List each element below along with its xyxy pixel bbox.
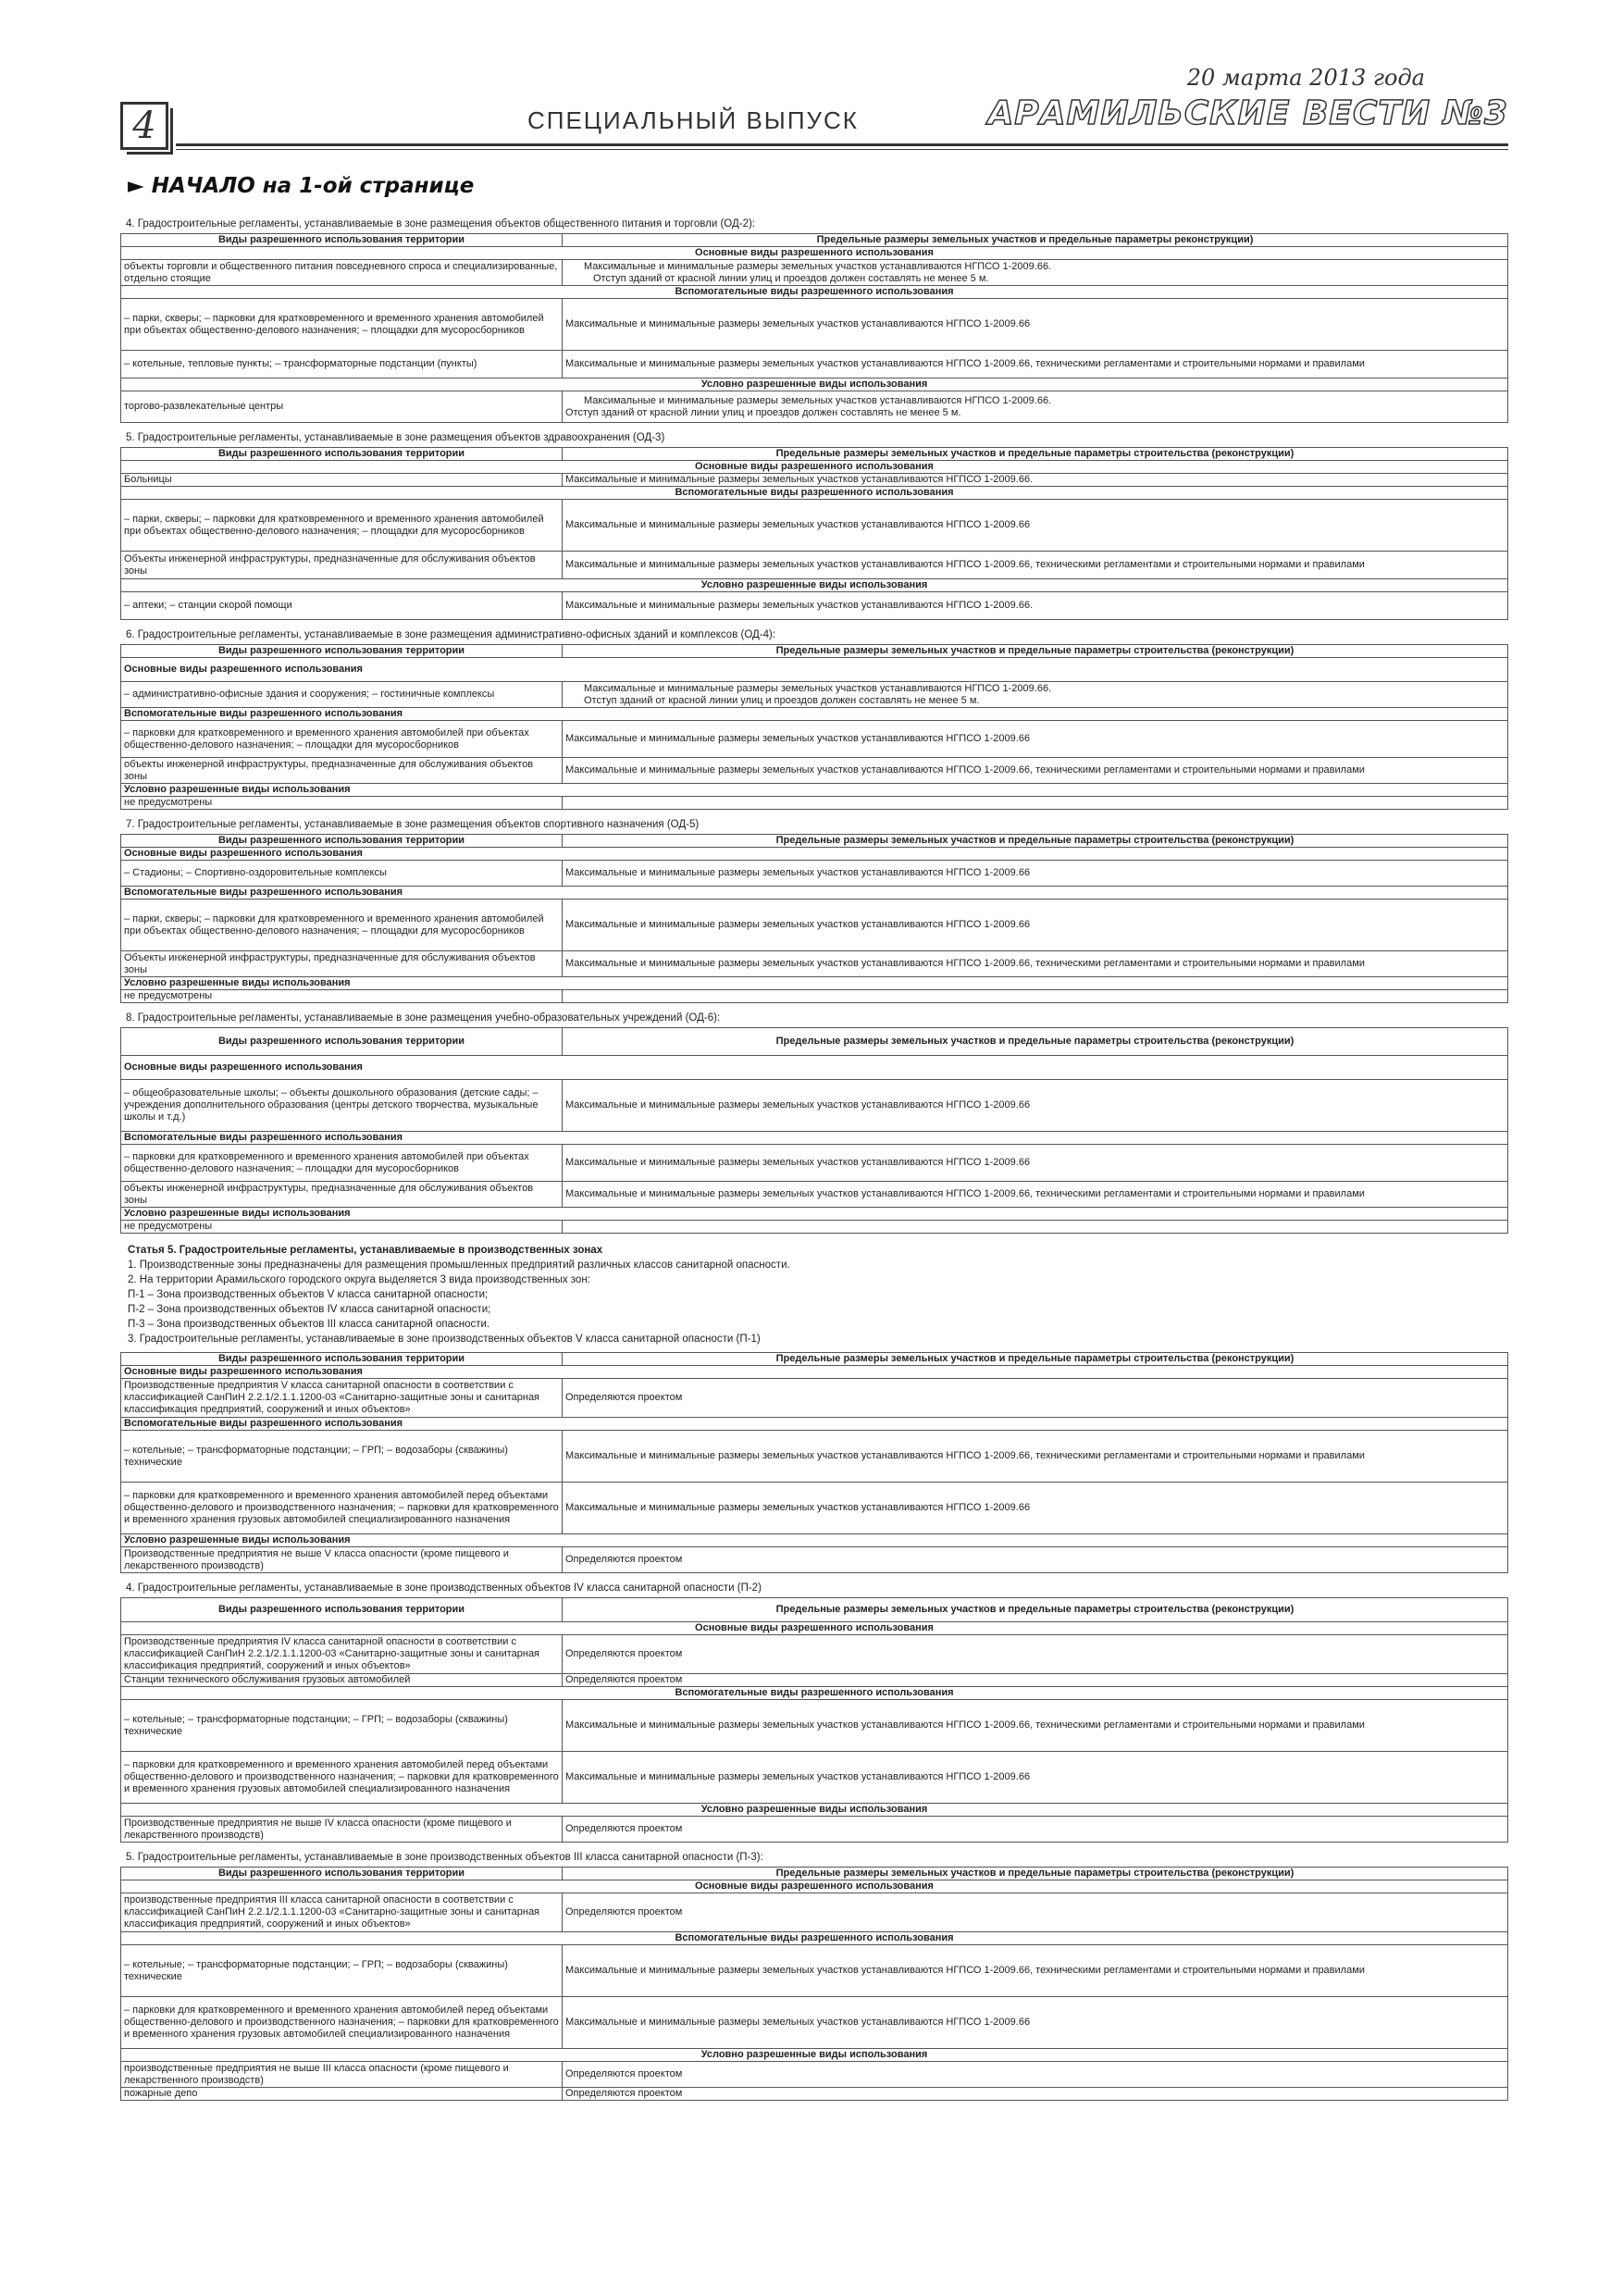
section-aux: Вспомогательные виды разрешенного использования — [121, 1418, 1508, 1431]
col-head-use: Виды разрешенного использования территории — [121, 1028, 563, 1056]
p3-intro: 5. Градостроительные регламенты, устанавливаемые в зоне производственных объектов III класса санитарной опасности (П-3): — [126, 1852, 763, 1863]
table-p1 — [120, 1352, 1508, 1573]
table-cell: Определяются проектом — [563, 1635, 1508, 1674]
table-cell: Объекты инженерной инфраструктуры, предназначенные для обслуживания объектов зоны — [121, 951, 563, 977]
section-cond: Условно разрешенные виды использования — [121, 1534, 1508, 1547]
table-cell: Максимальные и минимальные размеры земельных участков устанавливаются НГПСО 1-2009.66 — [563, 299, 1508, 351]
table-cell: – парки, скверы; – парковки для кратковременного и временного хранения автомобилей при объектах общественно-делового назначения; – площадки для мусоросборников — [121, 299, 563, 351]
text: Отступ зданий от красной линии улиц и проездов должен составлять не менее 5 м. — [584, 694, 980, 706]
section-main: Основные виды разрешенного использования — [121, 1366, 1508, 1379]
section-aux: Вспомогательные виды разрешенного использования — [121, 887, 1508, 900]
article-5 — [128, 1243, 1508, 1347]
table-cell: – Стадионы; – Спортивно-оздоровительные комплексы — [121, 861, 563, 887]
section-cond: Условно разрешенные виды использования — [121, 1804, 1508, 1817]
col-head-use: Виды разрешенного использования территории — [121, 1353, 563, 1366]
table-cell: торгово-развлекательные центры — [121, 391, 563, 423]
section-aux: Вспомогательные виды разрешенного использования — [121, 487, 1508, 500]
table-od3 — [120, 447, 1508, 620]
issue-number: №3 — [1443, 94, 1508, 132]
table-cell: – парковки для кратковременного и временного хранения автомобилей при объектах общественно-делового назначения; – площадки для мусоросборников — [121, 721, 563, 758]
section-cond: Условно разрешенные виды использования — [121, 784, 1508, 797]
table-cell: Определяются проектом — [563, 1547, 1508, 1573]
masthead — [120, 56, 1508, 157]
table-cell: – административно-офисные здания и сооружения; – гостиничные комплексы — [121, 682, 563, 708]
table-cell: Производственные предприятия V класса санитарной опасности в соответствии с классификацией СанПиН 2.2.1/2.1.1.1200-03 «Санитарно-защитные зоны и санитарная классификация предприятий, сооружений и иных объектов» — [121, 1379, 563, 1418]
table-cell: Максимальные и минимальные размеры земельных участков устанавливаются НГПСО 1-2009.66, техническими регламентами и строительными нормами и правилами — [563, 552, 1508, 579]
page — [120, 56, 1508, 2101]
table-cell: Максимальные и минимальные размеры земельных участков устанавливаются НГПСО 1-2009.66 — [563, 1752, 1508, 1804]
table-cell: не предусмотрены — [121, 990, 563, 1003]
col-head-params: Предельные размеры земельных участков и предельные параметры реконструкции) — [563, 234, 1508, 247]
article-line: 2. На территории Арамильского городского округа выделяется 3 вида производственных зон: — [128, 1274, 590, 1285]
col-head-params: Предельные размеры земельных участков и предельные параметры строительства (реконструкции) — [563, 1028, 1508, 1056]
section-cond: Условно разрешенные виды использования — [121, 379, 1508, 391]
table-cell: Определяются проектом — [563, 2088, 1508, 2101]
table-cell: объекты инженерной инфраструктуры, предназначенные для обслуживания объектов зоны — [121, 1182, 563, 1208]
table-cell: Максимальные и минимальные размеры земельных участков устанавливаются НГПСО 1-2009.66 — [563, 1145, 1508, 1182]
col-head-params: Предельные размеры земельных участков и предельные параметры строительства (реконструкции) — [563, 645, 1508, 658]
table-p2 — [120, 1597, 1508, 1843]
table-cell: Максимальные и минимальные размеры земельных участков устанавливаются НГПСО 1-2009.66 — [563, 721, 1508, 758]
table-cell: производственные предприятия не выше III класса опасности (кроме пищевого и лекарственного производств) — [121, 2062, 563, 2088]
article-line: П-3 – Зона производственных объектов III класса санитарной опасности. — [128, 1319, 490, 1330]
section-main: Основные виды разрешенного использования — [121, 461, 1508, 474]
table-cell: – котельные; – трансформаторные подстанции; – ГРП; – водозаборы (скважины) технические — [121, 1431, 563, 1483]
section-aux: Вспомогательные виды разрешенного использования — [121, 286, 1508, 299]
section-cond: Условно разрешенные виды использования — [121, 2049, 1508, 2062]
table-cell — [563, 260, 1508, 286]
table-cell: Определяются проектом — [563, 1893, 1508, 1932]
table-cell: пожарные депо — [121, 2088, 563, 2101]
table-cell: Определяются проектом — [563, 1817, 1508, 1843]
table-cell: Определяются проектом — [563, 1379, 1508, 1418]
od3-intro: 5. Градостроительные регламенты, устанавливаемые в зоне размещения объектов здравоохранения (ОД-3) — [126, 432, 665, 443]
article-line: П-1 – Зона производственных объектов V класса санитарной опасности; — [128, 1289, 489, 1300]
table-cell: – аптеки; – станции скорой помощи — [121, 592, 563, 620]
table-cell: – парковки для кратковременного и временного хранения автомобилей перед объектами общественно-делового и производственного назначения; – парковки для кратковременного и временного хранения грузовых автомобилей специализированного назначения — [121, 1752, 563, 1804]
continued-label: ► НАЧАЛО на 1-ой странице — [128, 174, 475, 198]
table-cell — [563, 682, 1508, 708]
table-cell: – котельные; – трансформаторные подстанции; – ГРП; – водозаборы (скважины) технические — [121, 1700, 563, 1752]
table-cell: производственные предприятия III класса санитарной опасности в соответствии с классификацией СанПиН 2.2.1/2.1.1.1200-03 «Санитарно-защитные зоны и санитарная классификация предприятий, сооружений и иных объектов» — [121, 1893, 563, 1932]
table-cell — [563, 391, 1508, 423]
section-title: СПЕЦИАЛЬНЫЙ ВЫПУСК — [527, 106, 859, 134]
od5-intro: 7. Градостроительные регламенты, устанавливаемые в зоне размещения объектов спортивного назначения (ОД-5) — [126, 819, 700, 830]
col-head-use: Виды разрешенного использования территории — [121, 835, 563, 848]
article-line: 1. Производственные зоны предназначены для размещения промышленных предприятий различных классов санитарной опасности. — [128, 1260, 790, 1271]
table-cell: Станции технического обслуживания грузовых автомобилей — [121, 1674, 563, 1687]
table-cell: Производственные предприятия не выше IV класса опасности (кроме пищевого и лекарственного производств) — [121, 1817, 563, 1843]
table-cell: объекты торговли и общественного питания повседневного спроса и специализированные, отдельно стоящие — [121, 260, 563, 286]
table-cell: Максимальные и минимальные размеры земельных участков устанавливаются НГПСО 1-2009.66. — [563, 474, 1508, 487]
table-cell — [563, 990, 1508, 1003]
section-cond: Условно разрешенные виды использования — [121, 579, 1508, 592]
table-cell: Максимальные и минимальные размеры земельных участков устанавливаются НГПСО 1-2009.66, техническими регламентами и строительными нормами и правилами — [563, 758, 1508, 784]
table-cell: – котельные; – трансформаторные подстанции; – ГРП; – водозаборы (скважины) технические — [121, 1945, 563, 1997]
col-head-use: Виды разрешенного использования территории — [121, 1868, 563, 1880]
table-cell: не предусмотрены — [121, 1221, 563, 1234]
article-title: Статья 5. Градостроительные регламенты, устанавливаемые в производственных зонах — [128, 1245, 603, 1256]
section-main: Основные виды разрешенного использования — [121, 848, 1508, 861]
col-head-use: Виды разрешенного использования территории — [121, 234, 563, 247]
section-main: Основные виды разрешенного использования — [121, 1622, 1508, 1635]
table-od4 — [120, 644, 1508, 810]
table-cell: – котельные, тепловые пункты; – трансформаторные подстанции (пункты) — [121, 351, 563, 379]
table-cell: Максимальные и минимальные размеры земельных участков устанавливаются НГПСО 1-2009.66 — [563, 900, 1508, 951]
text: Отступ зданий от красной линии улиц и проездов должен составлять не менее 5 м. — [593, 272, 989, 284]
col-head-use: Виды разрешенного использования территории — [121, 448, 563, 461]
table-cell: – парки, скверы; – парковки для кратковременного и временного хранения автомобилей при объектах общественно-делового назначения; – площадки для мусоросборников — [121, 900, 563, 951]
section-main: Основные виды разрешенного использования — [121, 1880, 1508, 1893]
table-cell: Максимальные и минимальные размеры земельных участков устанавливаются НГПСО 1-2009.66 — [563, 1997, 1508, 2049]
table-cell: Максимальные и минимальные размеры земельных участков устанавливаются НГПСО 1-2009.66, техническими регламентами и строительными нормами и правилами — [563, 351, 1508, 379]
col-head-params: Предельные размеры земельных участков и предельные параметры строительства (реконструкции) — [563, 1353, 1508, 1366]
table-cell: Максимальные и минимальные размеры земельных участков устанавливаются НГПСО 1-2009.66. — [563, 592, 1508, 620]
text: Максимальные и минимальные размеры земельных участков устанавливаются НГПСО 1-2009.66. — [584, 260, 1052, 272]
table-cell — [563, 797, 1508, 810]
od4-intro: 6. Градостроительные регламенты, устанавливаемые в зоне размещения административно-офисных зданий и комплексов (ОД-4): — [126, 629, 776, 640]
table-cell: Определяются проектом — [563, 2062, 1508, 2088]
col-head-params: Предельные размеры земельных участков и предельные параметры строительства (реконструкции) — [563, 1868, 1508, 1880]
table-od5 — [120, 834, 1508, 1003]
table-cell: Производственные предприятия не выше V класса опасности (кроме пищевого и лекарственного производств) — [121, 1547, 563, 1573]
col-head-params: Предельные размеры земельных участков и предельные параметры строительства (реконструкции) — [563, 835, 1508, 848]
col-head-params: Предельные размеры земельных участков и предельные параметры строительства (реконструкции) — [563, 448, 1508, 461]
table-cell: – парки, скверы; – парковки для кратковременного и временного хранения автомобилей при объектах общественно-делового назначения; – площадки для мусоросборников — [121, 500, 563, 552]
article-line: П-2 – Зона производственных объектов IV класса санитарной опасности; — [128, 1304, 491, 1315]
table-cell: Больницы — [121, 474, 563, 487]
section-cond: Условно разрешенные виды использования — [121, 977, 1508, 990]
section-aux: Вспомогательные виды разрешенного использования — [121, 708, 1508, 721]
table-cell: Максимальные и минимальные размеры земельных участков устанавливаются НГПСО 1-2009.66, техническими регламентами и строительными нормами и правилами — [563, 1431, 1508, 1483]
col-head-params: Предельные размеры земельных участков и предельные параметры строительства (реконструкции) — [563, 1598, 1508, 1622]
text: Отступ зданий от красной линии улиц и проездов должен составлять не менее 5 м. — [565, 406, 961, 418]
table-cell: Определяются проектом — [563, 1674, 1508, 1687]
table-cell: Максимальные и минимальные размеры земельных участков устанавливаются НГПСО 1-2009.66 — [563, 861, 1508, 887]
table-cell: – парковки для кратковременного и временного хранения автомобилей при объектах общественно-делового назначения; – площадки для мусоросборников — [121, 1145, 563, 1182]
issue-date: 20 марта 2013 года — [1186, 65, 1425, 91]
table-cell: Максимальные и минимальные размеры земельных участков устанавливаются НГПСО 1-2009.66 — [563, 1080, 1508, 1132]
section-aux: Вспомогательные виды разрешенного использования — [121, 1932, 1508, 1945]
table-cell: – парковки для кратковременного и временного хранения автомобилей перед объектами общественно-делового и производственного назначения; – парковки для кратковременного и временного хранения грузовых автомобилей специализированного назначения — [121, 1997, 563, 2049]
section-main: Основные виды разрешенного использования — [121, 658, 1508, 682]
paper-name: АРАМИЛЬСКИЕ ВЕСТИ — [987, 94, 1431, 132]
paper-logo — [987, 94, 1508, 132]
od6-intro: 8. Градостроительные регламенты, устанавливаемые в зоне размещения учебно-образовательных учреждений (ОД-6): — [126, 1012, 721, 1024]
text: Максимальные и минимальные размеры земельных участков устанавливаются НГПСО 1-2009.66. — [584, 682, 1052, 694]
table-od6 — [120, 1027, 1508, 1234]
table-cell: Максимальные и минимальные размеры земельных участков устанавливаются НГПСО 1-2009.66, техническими регламентами и строительными нормами и правилами — [563, 951, 1508, 977]
table-od2 — [120, 233, 1508, 423]
section-aux: Вспомогательные виды разрешенного использования — [121, 1687, 1508, 1700]
table-cell: Максимальные и минимальные размеры земельных участков устанавливаются НГПСО 1-2009.66, техническими регламентами и строительными нормами и правилами — [563, 1182, 1508, 1208]
table-cell: Объекты инженерной инфраструктуры, предназначенные для обслуживания объектов зоны — [121, 552, 563, 579]
table-cell: Максимальные и минимальные размеры земельных участков устанавливаются НГПСО 1-2009.66 — [563, 1483, 1508, 1534]
col-head-use: Виды разрешенного использования территории — [121, 1598, 563, 1622]
text: Максимальные и минимальные размеры земельных участков устанавливаются НГПСО 1-2009.66. — [584, 394, 1052, 406]
section-aux: Вспомогательные виды разрешенного использования — [121, 1132, 1508, 1145]
table-cell: Производственные предприятия IV класса санитарной опасности в соответствии с классификацией СанПиН 2.2.1/2.1.1.1200-03 «Санитарно-защитные зоны и санитарная классификация предприятий, сооружений и иных объектов» — [121, 1635, 563, 1674]
page-number: 4 — [120, 102, 168, 150]
table-cell: Максимальные и минимальные размеры земельных участков устанавливаются НГПСО 1-2009.66, техническими регламентами и строительными нормами и правилами — [563, 1700, 1508, 1752]
article-line: 3. Градостроительные регламенты, устанавливаемые в зоне производственных объектов V класса санитарной опасности (П-1) — [128, 1334, 761, 1345]
section-main: Основные виды разрешенного использования — [121, 247, 1508, 260]
table-cell: – парковки для кратковременного и временного хранения автомобилей перед объектами общественно-делового и производственного назначения; – парковки для кратковременного и временного хранения грузовых автомобилей специализированного назначения — [121, 1483, 563, 1534]
table-cell: – общеобразовательные школы; – объекты дошкольного образования (детские сады; – учреждения дополнительного образования (центры детского творчества, музыкальные школы и т.д.) — [121, 1080, 563, 1132]
table-cell: не предусмотрены — [121, 797, 563, 810]
header-rule — [176, 143, 1508, 146]
header-rule-thin — [176, 149, 1508, 150]
table-cell — [563, 1221, 1508, 1234]
table-cell: объекты инженерной инфраструктуры, предназначенные для обслуживания объектов зоны — [121, 758, 563, 784]
col-head-use: Виды разрешенного использования территории — [121, 645, 563, 658]
p2-intro: 4. Градостроительные регламенты, устанавливаемые в зоне производственных объектов IV класса санитарной опасности (П-2) — [126, 1582, 762, 1594]
table-cell: Максимальные и минимальные размеры земельных участков устанавливаются НГПСО 1-2009.66 — [563, 500, 1508, 552]
table-p3 — [120, 1867, 1508, 2101]
section-cond: Условно разрешенные виды использования — [121, 1208, 1508, 1221]
table-cell: Максимальные и минимальные размеры земельных участков устанавливаются НГПСО 1-2009.66, техническими регламентами и строительными нормами и правилами — [563, 1945, 1508, 1997]
od2-intro: 4. Градостроительные регламенты, устанавливаемые в зоне размещения объектов общественного питания и торговли (ОД-2): — [126, 218, 756, 230]
section-main: Основные виды разрешенного использования — [121, 1056, 1508, 1080]
